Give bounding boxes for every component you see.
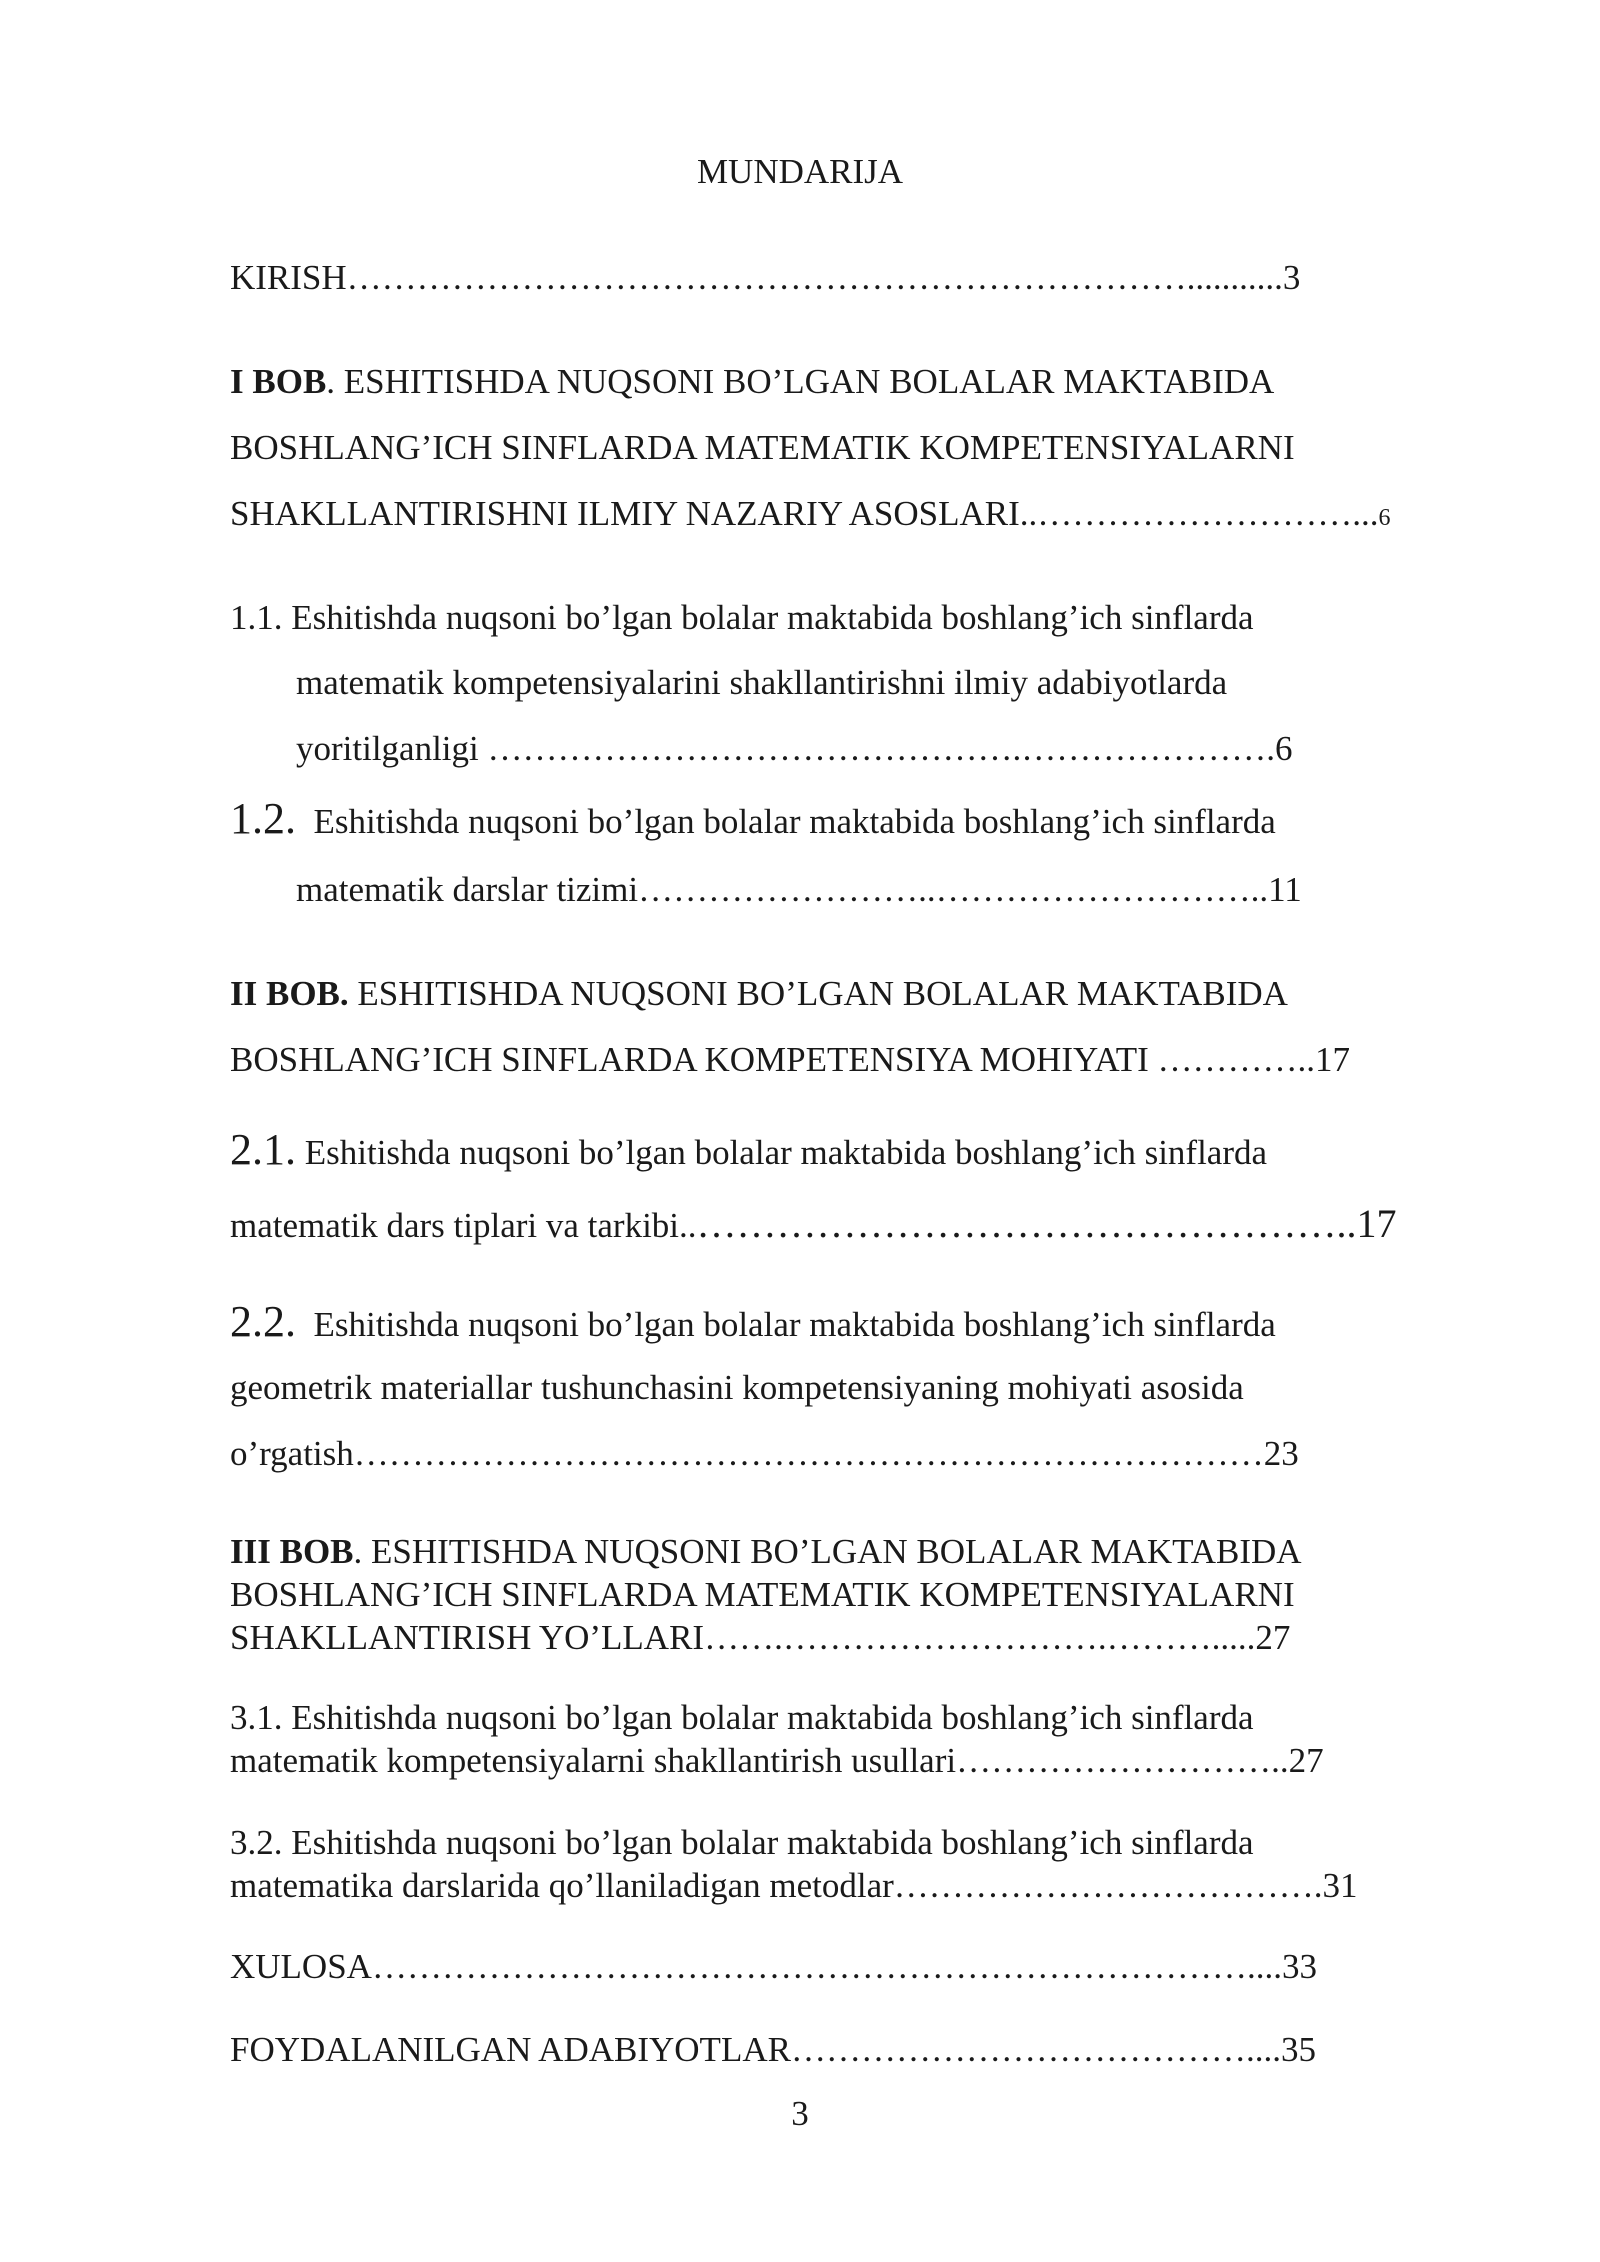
bob1-page: 6 xyxy=(1378,505,1391,531)
s2-2-title-1: Eshitishda nuqsoni bo’lgan bolalar maktabida boshlang’ich sinflarda xyxy=(313,1305,1276,1344)
toc-entry-3-1-line1[interactable]: 3.1. Eshitishda nuqsoni bo’lgan bolalar maktabida boshlang’ich sinflarda xyxy=(230,1698,1254,1737)
s1-2-title-1: Eshitishda nuqsoni bo’lgan bolalar maktabida boshlang’ich sinflarda xyxy=(313,802,1276,841)
toc-entry-xulosa[interactable]: XULOSA…………………………………………………………………....33 xyxy=(230,1947,1317,1986)
bob2-title-1: ESHITISHDA NUQSONI BO’LGAN BOLALAR MAKTABIDA xyxy=(348,974,1288,1013)
toc-entry-bob1-line3[interactable] xyxy=(230,494,1391,538)
bob1-title-1: . ESHITISHDA NUQSONI BO’LGAN BOLALAR MAKTABIDA xyxy=(326,362,1275,401)
toc-entry-bob1-line1[interactable] xyxy=(230,362,1274,402)
toc-entry-1-1-line1[interactable]: 1.1. Eshitishda nuqsoni bo’lgan bolalar maktabida boshlang’ich sinflarda xyxy=(230,598,1254,637)
page-title: MUNDARIJA xyxy=(696,152,904,191)
toc-entry-kirish[interactable]: KIRISH………………………………………………………………...........3 xyxy=(230,258,1301,297)
toc-entry-1-2-line2[interactable]: matematik darslar tizimi……………………..………………………..11 xyxy=(296,870,1302,909)
bob1-label: I BOB xyxy=(230,362,327,401)
toc-entry-bob1-line2[interactable]: BOSHLANG’ICH SINFLARDA MATEMATIK KOMPETENSIYALARNI xyxy=(230,428,1295,467)
toc-entry-bob3-line1[interactable] xyxy=(230,1532,1302,1572)
s1-2-number: 1.2. xyxy=(230,794,296,843)
s2-1-number: 2.1. xyxy=(230,1125,296,1174)
s2-2-number: 2.2. xyxy=(230,1297,296,1346)
toc-entry-3-2-line1[interactable]: 3.2. Eshitishda nuqsoni bo’lgan bolalar maktabida boshlang’ich sinflarda xyxy=(230,1823,1254,1862)
toc-entry-bob2-line2[interactable]: BOSHLANG’ICH SINFLARDA KOMPETENSIYA MOHIYATI …………..17 xyxy=(230,1040,1351,1079)
toc-entry-3-2-line2[interactable]: matematika darslarida qo’llaniladigan metodlar……………………………….31 xyxy=(230,1866,1358,1905)
bob1-title-3: SHAKLLANTIRISHNI ILMIY NAZARIY ASOSLARI..………………………... xyxy=(230,494,1379,533)
toc-entry-2-2-line2[interactable]: geometrik materiallar tushunchasini kompetensiyaning mohiyati asosida xyxy=(230,1368,1244,1407)
s2-1-leader: …………………………………………..17 xyxy=(696,1201,1397,1246)
toc-entry-adabiyotlar[interactable]: FOYDALANILGAN ADABIYOTLAR…………………………………....35 xyxy=(230,2030,1316,2069)
toc-entry-2-2-line1[interactable] xyxy=(230,1297,1276,1346)
toc-entry-bob2-line1[interactable] xyxy=(230,974,1288,1014)
toc-entry-bob3-line2[interactable]: BOSHLANG’ICH SINFLARDA MATEMATIK KOMPETENSIYALARNI xyxy=(230,1575,1295,1614)
toc-entry-2-1-line2[interactable] xyxy=(230,1201,1397,1246)
bob3-label: III BOB xyxy=(230,1532,354,1571)
bob3-title-1: . ESHITISHDA NUQSONI BO’LGAN BOLALAR MAKTABIDA xyxy=(353,1532,1302,1571)
toc-entry-1-2-line1[interactable] xyxy=(230,794,1276,843)
toc-entry-bob3-line3[interactable]: SHAKLLANTIRISH YO’LLARI…….……………………….……….....27 xyxy=(230,1618,1291,1657)
toc-entry-1-1-line2[interactable]: matematik kompetensiyalarini shakllantirishni ilmiy adabiyotlarda xyxy=(296,663,1228,702)
toc-entry-1-1-line3[interactable]: yoritilganligi ……………………………………….………………….6 xyxy=(296,729,1293,768)
toc-entry-3-1-line2[interactable]: matematik kompetensiyalarni shakllantirish usullari………………………..27 xyxy=(230,1741,1324,1780)
bob2-label: II BOB. xyxy=(230,974,349,1013)
toc-entry-2-2-line3[interactable]: o’rgatish……………………………………………………………………23 xyxy=(230,1434,1299,1473)
toc-entry-2-1-line1[interactable] xyxy=(230,1125,1268,1174)
s2-1-title-2: matematik dars tiplari va tarkibi.. xyxy=(230,1206,697,1245)
s2-1-title-1: Eshitishda nuqsoni bo’lgan bolalar maktabida boshlang’ich sinflarda xyxy=(296,1133,1268,1172)
page-number: 3 xyxy=(791,2094,809,2133)
